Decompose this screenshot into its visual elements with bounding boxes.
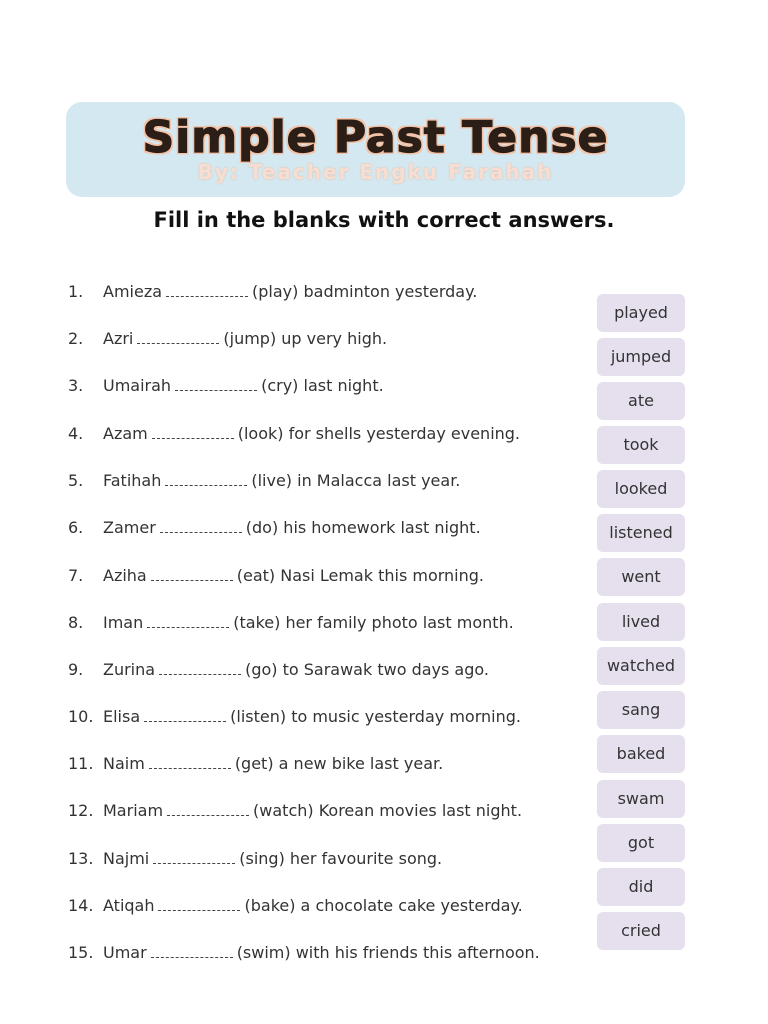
title-banner bbox=[66, 102, 685, 197]
answer-blank[interactable] bbox=[144, 720, 226, 722]
question-subject: Azri bbox=[103, 329, 134, 348]
word-tile[interactable]: swam bbox=[597, 780, 685, 818]
question-subject: Najmi bbox=[103, 849, 150, 868]
question-row bbox=[0, 845, 590, 873]
question-hint: (cry) last night. bbox=[261, 376, 384, 395]
instructions: Fill in the blanks with correct answers. bbox=[153, 208, 615, 232]
question-subject: Azam bbox=[103, 424, 148, 443]
question-number: 5. bbox=[68, 471, 84, 490]
answer-blank[interactable] bbox=[152, 437, 234, 439]
question-number: 6. bbox=[68, 518, 84, 537]
question-hint: (look) for shells yesterday evening. bbox=[237, 424, 521, 443]
question-hint: (live) in Malacca last year. bbox=[251, 471, 461, 490]
question-row bbox=[0, 609, 590, 637]
question-number: 7. bbox=[68, 566, 84, 585]
answer-blank[interactable] bbox=[165, 484, 247, 486]
question-row bbox=[0, 420, 590, 448]
word-tile[interactable]: baked bbox=[597, 735, 685, 773]
question-row bbox=[0, 467, 590, 495]
word-tile[interactable]: jumped bbox=[597, 338, 685, 376]
answer-blank[interactable] bbox=[153, 862, 235, 864]
question-number: 8. bbox=[68, 613, 84, 632]
question-hint: (play) badminton yesterday. bbox=[252, 282, 478, 301]
question-row bbox=[0, 514, 590, 542]
question-subject: Aziha bbox=[103, 566, 147, 585]
question-hint: (eat) Nasi Lemak this morning. bbox=[236, 566, 485, 585]
question-row bbox=[0, 939, 590, 967]
question-hint: (swim) with his friends this afternoon. bbox=[236, 943, 540, 962]
answer-blank[interactable] bbox=[166, 295, 248, 297]
question-subject: Mariam bbox=[103, 801, 164, 820]
question-hint: (jump) up very high. bbox=[223, 329, 388, 348]
word-tile[interactable]: listened bbox=[597, 514, 685, 552]
question-number: 3. bbox=[68, 376, 84, 395]
question-number: 9. bbox=[68, 660, 84, 679]
question-subject: Zurina bbox=[103, 660, 156, 679]
answer-blank[interactable] bbox=[149, 767, 231, 769]
worksheet-byline: By: Teacher Engku Farahah bbox=[197, 160, 554, 184]
question-row bbox=[0, 278, 590, 306]
question-subject: Fatihah bbox=[103, 471, 162, 490]
question-subject: Atiqah bbox=[103, 896, 155, 915]
answer-blank[interactable] bbox=[151, 579, 233, 581]
word-tile[interactable]: went bbox=[597, 558, 685, 596]
question-hint: (get) a new bike last year. bbox=[234, 754, 444, 773]
question-subject: Elisa bbox=[103, 707, 141, 726]
question-row bbox=[0, 750, 590, 778]
answer-blank[interactable] bbox=[158, 909, 240, 911]
answer-blank[interactable] bbox=[147, 626, 229, 628]
question-number: 15. bbox=[68, 943, 94, 962]
question-number: 10. bbox=[68, 707, 94, 726]
question-subject: Iman bbox=[103, 613, 144, 632]
answer-blank[interactable] bbox=[175, 389, 257, 391]
word-tile[interactable]: did bbox=[597, 868, 685, 906]
question-row bbox=[0, 325, 590, 353]
answer-blank[interactable] bbox=[137, 342, 219, 344]
question-row bbox=[0, 656, 590, 684]
word-tile[interactable]: took bbox=[597, 426, 685, 464]
answer-blank[interactable] bbox=[160, 531, 242, 533]
question-hint: (do) his homework last night. bbox=[245, 518, 481, 537]
word-tile[interactable]: cried bbox=[597, 912, 685, 950]
question-hint: (bake) a chocolate cake yesterday. bbox=[244, 896, 523, 915]
question-number: 13. bbox=[68, 849, 94, 868]
question-row bbox=[0, 797, 590, 825]
question-hint: (listen) to music yesterday morning. bbox=[230, 707, 521, 726]
question-number: 12. bbox=[68, 801, 94, 820]
question-subject: Naim bbox=[103, 754, 145, 773]
word-tile[interactable]: ate bbox=[597, 382, 685, 420]
question-row bbox=[0, 562, 590, 590]
question-number: 11. bbox=[68, 754, 94, 773]
question-number: 1. bbox=[68, 282, 84, 301]
question-hint: (go) to Sarawak two days ago. bbox=[245, 660, 489, 679]
question-hint: (watch) Korean movies last night. bbox=[253, 801, 523, 820]
word-tile[interactable]: lived bbox=[597, 603, 685, 641]
question-row bbox=[0, 703, 590, 731]
word-tile[interactable]: watched bbox=[597, 647, 685, 685]
question-row bbox=[0, 372, 590, 400]
word-tile[interactable]: sang bbox=[597, 691, 685, 729]
word-tile[interactable]: got bbox=[597, 824, 685, 862]
question-subject: Umar bbox=[103, 943, 147, 962]
word-tile[interactable]: played bbox=[597, 294, 685, 332]
question-hint: (sing) her favourite song. bbox=[239, 849, 443, 868]
answer-blank[interactable] bbox=[159, 673, 241, 675]
question-subject: Amieza bbox=[103, 282, 163, 301]
question-row bbox=[0, 892, 590, 920]
question-subject: Zamer bbox=[103, 518, 156, 537]
question-subject: Umairah bbox=[103, 376, 172, 395]
answer-blank[interactable] bbox=[167, 814, 249, 816]
question-number: 14. bbox=[68, 896, 94, 915]
question-hint: (take) her family photo last month. bbox=[233, 613, 514, 632]
question-number: 4. bbox=[68, 424, 84, 443]
worksheet-title: Simple Past Tense bbox=[142, 112, 609, 163]
question-number: 2. bbox=[68, 329, 84, 348]
word-tile[interactable]: looked bbox=[597, 470, 685, 508]
answer-blank[interactable] bbox=[151, 956, 233, 958]
